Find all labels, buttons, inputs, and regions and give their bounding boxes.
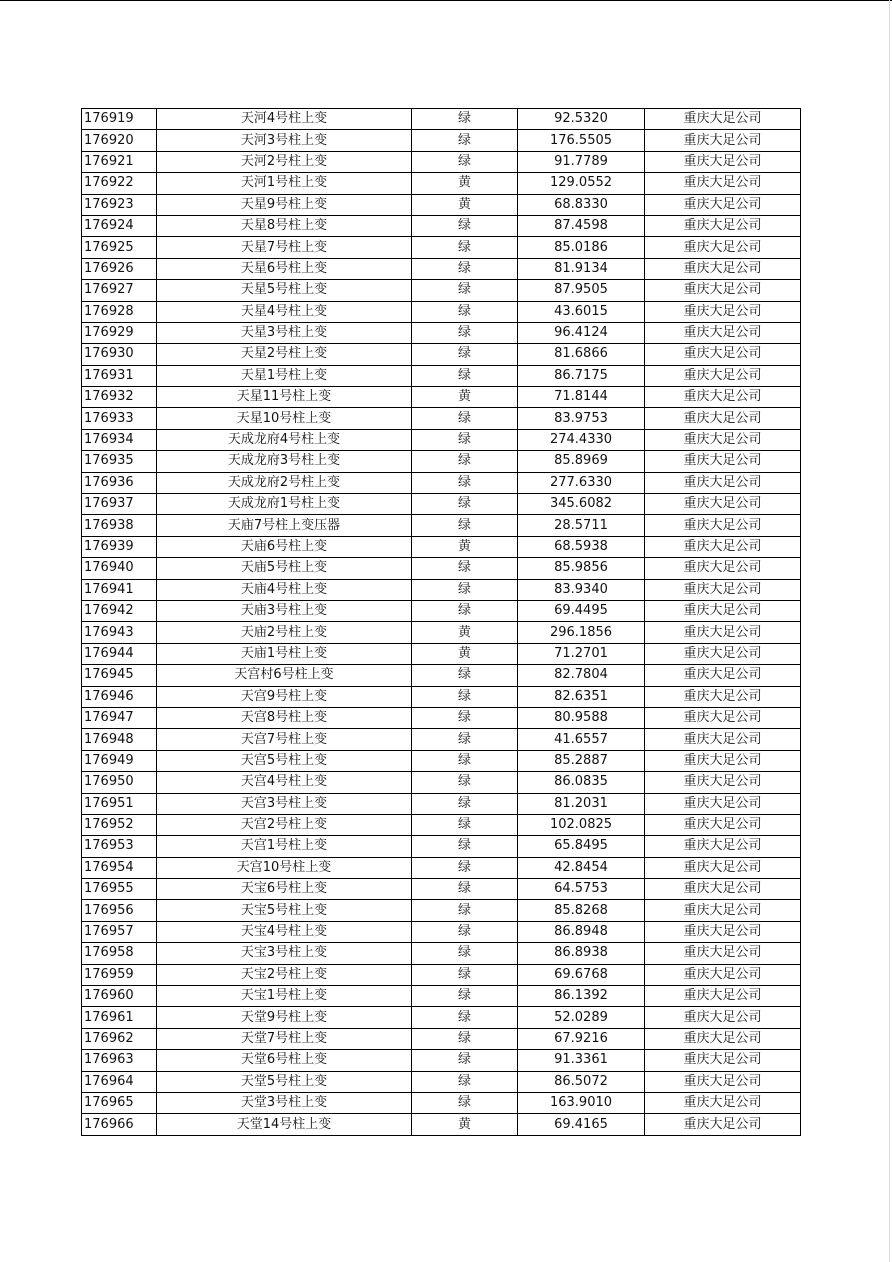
table-row xyxy=(82,322,801,343)
table-row xyxy=(82,600,801,621)
row-id-cell: 176940 xyxy=(82,558,157,579)
transformer-name-cell: 天星1号柱上变 xyxy=(157,365,412,386)
transformer-name-cell: 天堂3号柱上变 xyxy=(157,1092,412,1113)
status-cell: 绿 xyxy=(412,1071,518,1092)
value-cell: 42.8454 xyxy=(518,857,645,878)
status-cell: 绿 xyxy=(412,109,518,130)
company-cell: 重庆大足公司 xyxy=(645,130,801,151)
status-cell: 绿 xyxy=(412,494,518,515)
status-cell: 黄 xyxy=(412,194,518,215)
company-cell: 重庆大足公司 xyxy=(645,536,801,557)
transformer-name-cell: 天宫8号柱上变 xyxy=(157,707,412,728)
company-cell: 重庆大足公司 xyxy=(645,579,801,600)
transformer-name-cell: 天星5号柱上变 xyxy=(157,280,412,301)
table-row xyxy=(82,729,801,750)
transformer-table xyxy=(81,108,801,1136)
row-id-cell: 176950 xyxy=(82,772,157,793)
status-cell: 绿 xyxy=(412,151,518,172)
row-id-cell: 176963 xyxy=(82,1050,157,1071)
transformer-name-cell: 天成龙府1号柱上变 xyxy=(157,494,412,515)
value-cell: 83.9753 xyxy=(518,408,645,429)
row-id-cell: 176961 xyxy=(82,1007,157,1028)
value-cell: 85.9856 xyxy=(518,558,645,579)
status-cell: 绿 xyxy=(412,472,518,493)
table-row xyxy=(82,1114,801,1135)
company-cell: 重庆大足公司 xyxy=(645,151,801,172)
status-cell: 绿 xyxy=(412,280,518,301)
status-cell: 绿 xyxy=(412,772,518,793)
transformer-name-cell: 天星4号柱上变 xyxy=(157,301,412,322)
row-id-cell: 176932 xyxy=(82,387,157,408)
row-id-cell: 176959 xyxy=(82,964,157,985)
company-cell: 重庆大足公司 xyxy=(645,814,801,835)
transformer-name-cell: 天宝1号柱上变 xyxy=(157,986,412,1007)
company-cell: 重庆大足公司 xyxy=(645,1092,801,1113)
value-cell: 67.9216 xyxy=(518,1028,645,1049)
status-cell: 绿 xyxy=(412,451,518,472)
table-row xyxy=(82,836,801,857)
transformer-name-cell: 天堂5号柱上变 xyxy=(157,1071,412,1092)
status-cell: 黄 xyxy=(412,387,518,408)
table-row xyxy=(82,280,801,301)
value-cell: 82.6351 xyxy=(518,686,645,707)
row-id-cell: 176922 xyxy=(82,173,157,194)
status-cell: 绿 xyxy=(412,215,518,236)
status-cell: 绿 xyxy=(412,1092,518,1113)
company-cell: 重庆大足公司 xyxy=(645,600,801,621)
row-id-cell: 176949 xyxy=(82,750,157,771)
company-cell: 重庆大足公司 xyxy=(645,686,801,707)
transformer-name-cell: 天堂7号柱上变 xyxy=(157,1028,412,1049)
company-cell: 重庆大足公司 xyxy=(645,836,801,857)
value-cell: 52.0289 xyxy=(518,1007,645,1028)
company-cell: 重庆大足公司 xyxy=(645,729,801,750)
value-cell: 277.6330 xyxy=(518,472,645,493)
status-cell: 绿 xyxy=(412,130,518,151)
value-cell: 86.7175 xyxy=(518,365,645,386)
table-row xyxy=(82,237,801,258)
transformer-name-cell: 天堂14号柱上变 xyxy=(157,1114,412,1135)
value-cell: 81.6866 xyxy=(518,344,645,365)
value-cell: 69.4495 xyxy=(518,600,645,621)
value-cell: 65.8495 xyxy=(518,836,645,857)
company-cell: 重庆大足公司 xyxy=(645,365,801,386)
transformer-name-cell: 天宝3号柱上变 xyxy=(157,943,412,964)
transformer-name-cell: 天宝6号柱上变 xyxy=(157,879,412,900)
page-top-border xyxy=(0,0,892,1)
row-id-cell: 176938 xyxy=(82,515,157,536)
value-cell: 64.5753 xyxy=(518,879,645,900)
table-row xyxy=(82,387,801,408)
status-cell: 绿 xyxy=(412,686,518,707)
transformer-name-cell: 天星3号柱上变 xyxy=(157,322,412,343)
company-cell: 重庆大足公司 xyxy=(645,558,801,579)
value-cell: 68.8330 xyxy=(518,194,645,215)
row-id-cell: 176966 xyxy=(82,1114,157,1135)
table-row xyxy=(82,494,801,515)
table-row xyxy=(82,301,801,322)
row-id-cell: 176925 xyxy=(82,237,157,258)
status-cell: 绿 xyxy=(412,943,518,964)
transformer-name-cell: 天宫9号柱上变 xyxy=(157,686,412,707)
transformer-name-cell: 天宫10号柱上变 xyxy=(157,857,412,878)
value-cell: 68.5938 xyxy=(518,536,645,557)
status-cell: 绿 xyxy=(412,515,518,536)
table-row xyxy=(82,536,801,557)
table-row xyxy=(82,408,801,429)
status-cell: 绿 xyxy=(412,964,518,985)
row-id-cell: 176924 xyxy=(82,215,157,236)
row-id-cell: 176920 xyxy=(82,130,157,151)
value-cell: 102.0825 xyxy=(518,814,645,835)
status-cell: 绿 xyxy=(412,1007,518,1028)
status-cell: 绿 xyxy=(412,814,518,835)
value-cell: 96.4124 xyxy=(518,322,645,343)
table-row xyxy=(82,964,801,985)
transformer-name-cell: 天成龙府2号柱上变 xyxy=(157,472,412,493)
status-cell: 绿 xyxy=(412,1050,518,1071)
table-row xyxy=(82,643,801,664)
row-id-cell: 176945 xyxy=(82,665,157,686)
company-cell: 重庆大足公司 xyxy=(645,451,801,472)
status-cell: 绿 xyxy=(412,1028,518,1049)
status-cell: 绿 xyxy=(412,986,518,1007)
table-row xyxy=(82,900,801,921)
table-row xyxy=(82,1007,801,1028)
transformer-name-cell: 天宫7号柱上变 xyxy=(157,729,412,750)
table-row xyxy=(82,1071,801,1092)
table-row xyxy=(82,665,801,686)
value-cell: 86.0835 xyxy=(518,772,645,793)
value-cell: 85.8268 xyxy=(518,900,645,921)
transformer-name-cell: 天星8号柱上变 xyxy=(157,215,412,236)
company-cell: 重庆大足公司 xyxy=(645,921,801,942)
status-cell: 绿 xyxy=(412,857,518,878)
value-cell: 86.8938 xyxy=(518,943,645,964)
status-cell: 绿 xyxy=(412,879,518,900)
status-cell: 绿 xyxy=(412,900,518,921)
page-right-border xyxy=(889,0,890,1262)
value-cell: 345.6082 xyxy=(518,494,645,515)
status-cell: 绿 xyxy=(412,707,518,728)
value-cell: 91.3361 xyxy=(518,1050,645,1071)
row-id-cell: 176936 xyxy=(82,472,157,493)
table-row xyxy=(82,772,801,793)
row-id-cell: 176958 xyxy=(82,943,157,964)
transformer-name-cell: 天河3号柱上变 xyxy=(157,130,412,151)
value-cell: 81.9134 xyxy=(518,258,645,279)
row-id-cell: 176935 xyxy=(82,451,157,472)
transformer-name-cell: 天庙3号柱上变 xyxy=(157,600,412,621)
company-cell: 重庆大足公司 xyxy=(645,194,801,215)
status-cell: 绿 xyxy=(412,729,518,750)
row-id-cell: 176934 xyxy=(82,429,157,450)
row-id-cell: 176948 xyxy=(82,729,157,750)
company-cell: 重庆大足公司 xyxy=(645,772,801,793)
transformer-name-cell: 天宫村6号柱上变 xyxy=(157,665,412,686)
value-cell: 82.7804 xyxy=(518,665,645,686)
transformer-name-cell: 天星10号柱上变 xyxy=(157,408,412,429)
status-cell: 绿 xyxy=(412,408,518,429)
value-cell: 71.2701 xyxy=(518,643,645,664)
row-id-cell: 176962 xyxy=(82,1028,157,1049)
row-id-cell: 176955 xyxy=(82,879,157,900)
value-cell: 80.9588 xyxy=(518,707,645,728)
value-cell: 87.9505 xyxy=(518,280,645,301)
status-cell: 黄 xyxy=(412,173,518,194)
status-cell: 黄 xyxy=(412,536,518,557)
value-cell: 86.1392 xyxy=(518,986,645,1007)
row-id-cell: 176943 xyxy=(82,622,157,643)
transformer-name-cell: 天河1号柱上变 xyxy=(157,173,412,194)
value-cell: 81.2031 xyxy=(518,793,645,814)
company-cell: 重庆大足公司 xyxy=(645,793,801,814)
table-row xyxy=(82,750,801,771)
table-row xyxy=(82,707,801,728)
table-row xyxy=(82,130,801,151)
transformer-name-cell: 天庙1号柱上变 xyxy=(157,643,412,664)
company-cell: 重庆大足公司 xyxy=(645,173,801,194)
value-cell: 163.9010 xyxy=(518,1092,645,1113)
status-cell: 绿 xyxy=(412,258,518,279)
company-cell: 重庆大足公司 xyxy=(645,408,801,429)
row-id-cell: 176946 xyxy=(82,686,157,707)
company-cell: 重庆大足公司 xyxy=(645,1071,801,1092)
transformer-name-cell: 天宝4号柱上变 xyxy=(157,921,412,942)
status-cell: 绿 xyxy=(412,600,518,621)
table-row xyxy=(82,921,801,942)
transformer-name-cell: 天庙5号柱上变 xyxy=(157,558,412,579)
status-cell: 绿 xyxy=(412,836,518,857)
table-row xyxy=(82,515,801,536)
company-cell: 重庆大足公司 xyxy=(645,429,801,450)
row-id-cell: 176941 xyxy=(82,579,157,600)
value-cell: 41.6557 xyxy=(518,729,645,750)
table-row xyxy=(82,686,801,707)
table-row xyxy=(82,1050,801,1071)
company-cell: 重庆大足公司 xyxy=(645,387,801,408)
row-id-cell: 176965 xyxy=(82,1092,157,1113)
row-id-cell: 176930 xyxy=(82,344,157,365)
transformer-name-cell: 天宫1号柱上变 xyxy=(157,836,412,857)
table-row xyxy=(82,879,801,900)
transformer-name-cell: 天宝5号柱上变 xyxy=(157,900,412,921)
status-cell: 黄 xyxy=(412,643,518,664)
company-cell: 重庆大足公司 xyxy=(645,622,801,643)
company-cell: 重庆大足公司 xyxy=(645,665,801,686)
row-id-cell: 176942 xyxy=(82,600,157,621)
transformer-name-cell: 天河4号柱上变 xyxy=(157,109,412,130)
value-cell: 83.9340 xyxy=(518,579,645,600)
transformer-name-cell: 天庙4号柱上变 xyxy=(157,579,412,600)
value-cell: 43.6015 xyxy=(518,301,645,322)
company-cell: 重庆大足公司 xyxy=(645,215,801,236)
transformer-name-cell: 天星9号柱上变 xyxy=(157,194,412,215)
table-row xyxy=(82,429,801,450)
company-cell: 重庆大足公司 xyxy=(645,280,801,301)
transformer-name-cell: 天宫2号柱上变 xyxy=(157,814,412,835)
row-id-cell: 176954 xyxy=(82,857,157,878)
value-cell: 86.5072 xyxy=(518,1071,645,1092)
transformer-name-cell: 天星7号柱上变 xyxy=(157,237,412,258)
company-cell: 重庆大足公司 xyxy=(645,707,801,728)
company-cell: 重庆大足公司 xyxy=(645,964,801,985)
table-row xyxy=(82,943,801,964)
table-row xyxy=(82,365,801,386)
status-cell: 绿 xyxy=(412,579,518,600)
company-cell: 重庆大足公司 xyxy=(645,344,801,365)
table-row xyxy=(82,151,801,172)
table-row xyxy=(82,215,801,236)
table-row xyxy=(82,194,801,215)
transformer-name-cell: 天宫5号柱上变 xyxy=(157,750,412,771)
table-row xyxy=(82,622,801,643)
company-cell: 重庆大足公司 xyxy=(645,857,801,878)
value-cell: 296.1856 xyxy=(518,622,645,643)
company-cell: 重庆大足公司 xyxy=(645,494,801,515)
status-cell: 绿 xyxy=(412,237,518,258)
transformer-name-cell: 天河2号柱上变 xyxy=(157,151,412,172)
table-row xyxy=(82,258,801,279)
company-cell: 重庆大足公司 xyxy=(645,900,801,921)
status-cell: 绿 xyxy=(412,921,518,942)
transformer-name-cell: 天堂6号柱上变 xyxy=(157,1050,412,1071)
transformer-name-cell: 天星6号柱上变 xyxy=(157,258,412,279)
row-id-cell: 176956 xyxy=(82,900,157,921)
status-cell: 绿 xyxy=(412,365,518,386)
row-id-cell: 176931 xyxy=(82,365,157,386)
company-cell: 重庆大足公司 xyxy=(645,986,801,1007)
company-cell: 重庆大足公司 xyxy=(645,643,801,664)
company-cell: 重庆大足公司 xyxy=(645,322,801,343)
table-row xyxy=(82,814,801,835)
row-id-cell: 176921 xyxy=(82,151,157,172)
value-cell: 85.8969 xyxy=(518,451,645,472)
row-id-cell: 176953 xyxy=(82,836,157,857)
transformer-name-cell: 天星11号柱上变 xyxy=(157,387,412,408)
table-row xyxy=(82,173,801,194)
value-cell: 71.8144 xyxy=(518,387,645,408)
row-id-cell: 176960 xyxy=(82,986,157,1007)
transformer-name-cell: 天星2号柱上变 xyxy=(157,344,412,365)
row-id-cell: 176957 xyxy=(82,921,157,942)
value-cell: 28.5711 xyxy=(518,515,645,536)
value-cell: 129.0552 xyxy=(518,173,645,194)
value-cell: 85.2887 xyxy=(518,750,645,771)
transformer-name-cell: 天宫4号柱上变 xyxy=(157,772,412,793)
status-cell: 绿 xyxy=(412,558,518,579)
company-cell: 重庆大足公司 xyxy=(645,237,801,258)
table-row xyxy=(82,451,801,472)
status-cell: 绿 xyxy=(412,429,518,450)
company-cell: 重庆大足公司 xyxy=(645,109,801,130)
status-cell: 绿 xyxy=(412,665,518,686)
company-cell: 重庆大足公司 xyxy=(645,472,801,493)
row-id-cell: 176947 xyxy=(82,707,157,728)
transformer-name-cell: 天宫3号柱上变 xyxy=(157,793,412,814)
status-cell: 绿 xyxy=(412,793,518,814)
table-row xyxy=(82,857,801,878)
row-id-cell: 176933 xyxy=(82,408,157,429)
status-cell: 黄 xyxy=(412,622,518,643)
company-cell: 重庆大足公司 xyxy=(645,515,801,536)
table-row xyxy=(82,1092,801,1113)
table-row xyxy=(82,986,801,1007)
transformer-name-cell: 天庙6号柱上变 xyxy=(157,536,412,557)
table-row xyxy=(82,472,801,493)
table-row xyxy=(82,558,801,579)
company-cell: 重庆大足公司 xyxy=(645,1114,801,1135)
value-cell: 86.8948 xyxy=(518,921,645,942)
transformer-name-cell: 天堂9号柱上变 xyxy=(157,1007,412,1028)
value-cell: 87.4598 xyxy=(518,215,645,236)
value-cell: 69.4165 xyxy=(518,1114,645,1135)
row-id-cell: 176951 xyxy=(82,793,157,814)
value-cell: 176.5505 xyxy=(518,130,645,151)
transformer-name-cell: 天宝2号柱上变 xyxy=(157,964,412,985)
transformer-name-cell: 天成龙府4号柱上变 xyxy=(157,429,412,450)
row-id-cell: 176944 xyxy=(82,643,157,664)
table-row xyxy=(82,579,801,600)
company-cell: 重庆大足公司 xyxy=(645,750,801,771)
value-cell: 92.5320 xyxy=(518,109,645,130)
company-cell: 重庆大足公司 xyxy=(645,1050,801,1071)
value-cell: 85.0186 xyxy=(518,237,645,258)
company-cell: 重庆大足公司 xyxy=(645,258,801,279)
company-cell: 重庆大足公司 xyxy=(645,1028,801,1049)
row-id-cell: 176937 xyxy=(82,494,157,515)
status-cell: 绿 xyxy=(412,344,518,365)
transformer-name-cell: 天成龙府3号柱上变 xyxy=(157,451,412,472)
row-id-cell: 176926 xyxy=(82,258,157,279)
transformer-name-cell: 天庙7号柱上变压器 xyxy=(157,515,412,536)
table-row xyxy=(82,1028,801,1049)
table-row xyxy=(82,793,801,814)
row-id-cell: 176952 xyxy=(82,814,157,835)
row-id-cell: 176923 xyxy=(82,194,157,215)
status-cell: 绿 xyxy=(412,750,518,771)
row-id-cell: 176927 xyxy=(82,280,157,301)
status-cell: 绿 xyxy=(412,322,518,343)
table-body xyxy=(82,109,801,1136)
company-cell: 重庆大足公司 xyxy=(645,879,801,900)
transformer-name-cell: 天庙2号柱上变 xyxy=(157,622,412,643)
table-row xyxy=(82,109,801,130)
row-id-cell: 176919 xyxy=(82,109,157,130)
row-id-cell: 176964 xyxy=(82,1071,157,1092)
value-cell: 91.7789 xyxy=(518,151,645,172)
row-id-cell: 176928 xyxy=(82,301,157,322)
company-cell: 重庆大足公司 xyxy=(645,943,801,964)
company-cell: 重庆大足公司 xyxy=(645,1007,801,1028)
value-cell: 274.4330 xyxy=(518,429,645,450)
company-cell: 重庆大足公司 xyxy=(645,301,801,322)
table-row xyxy=(82,344,801,365)
row-id-cell: 176929 xyxy=(82,322,157,343)
value-cell: 69.6768 xyxy=(518,964,645,985)
row-id-cell: 176939 xyxy=(82,536,157,557)
status-cell: 绿 xyxy=(412,301,518,322)
status-cell: 黄 xyxy=(412,1114,518,1135)
